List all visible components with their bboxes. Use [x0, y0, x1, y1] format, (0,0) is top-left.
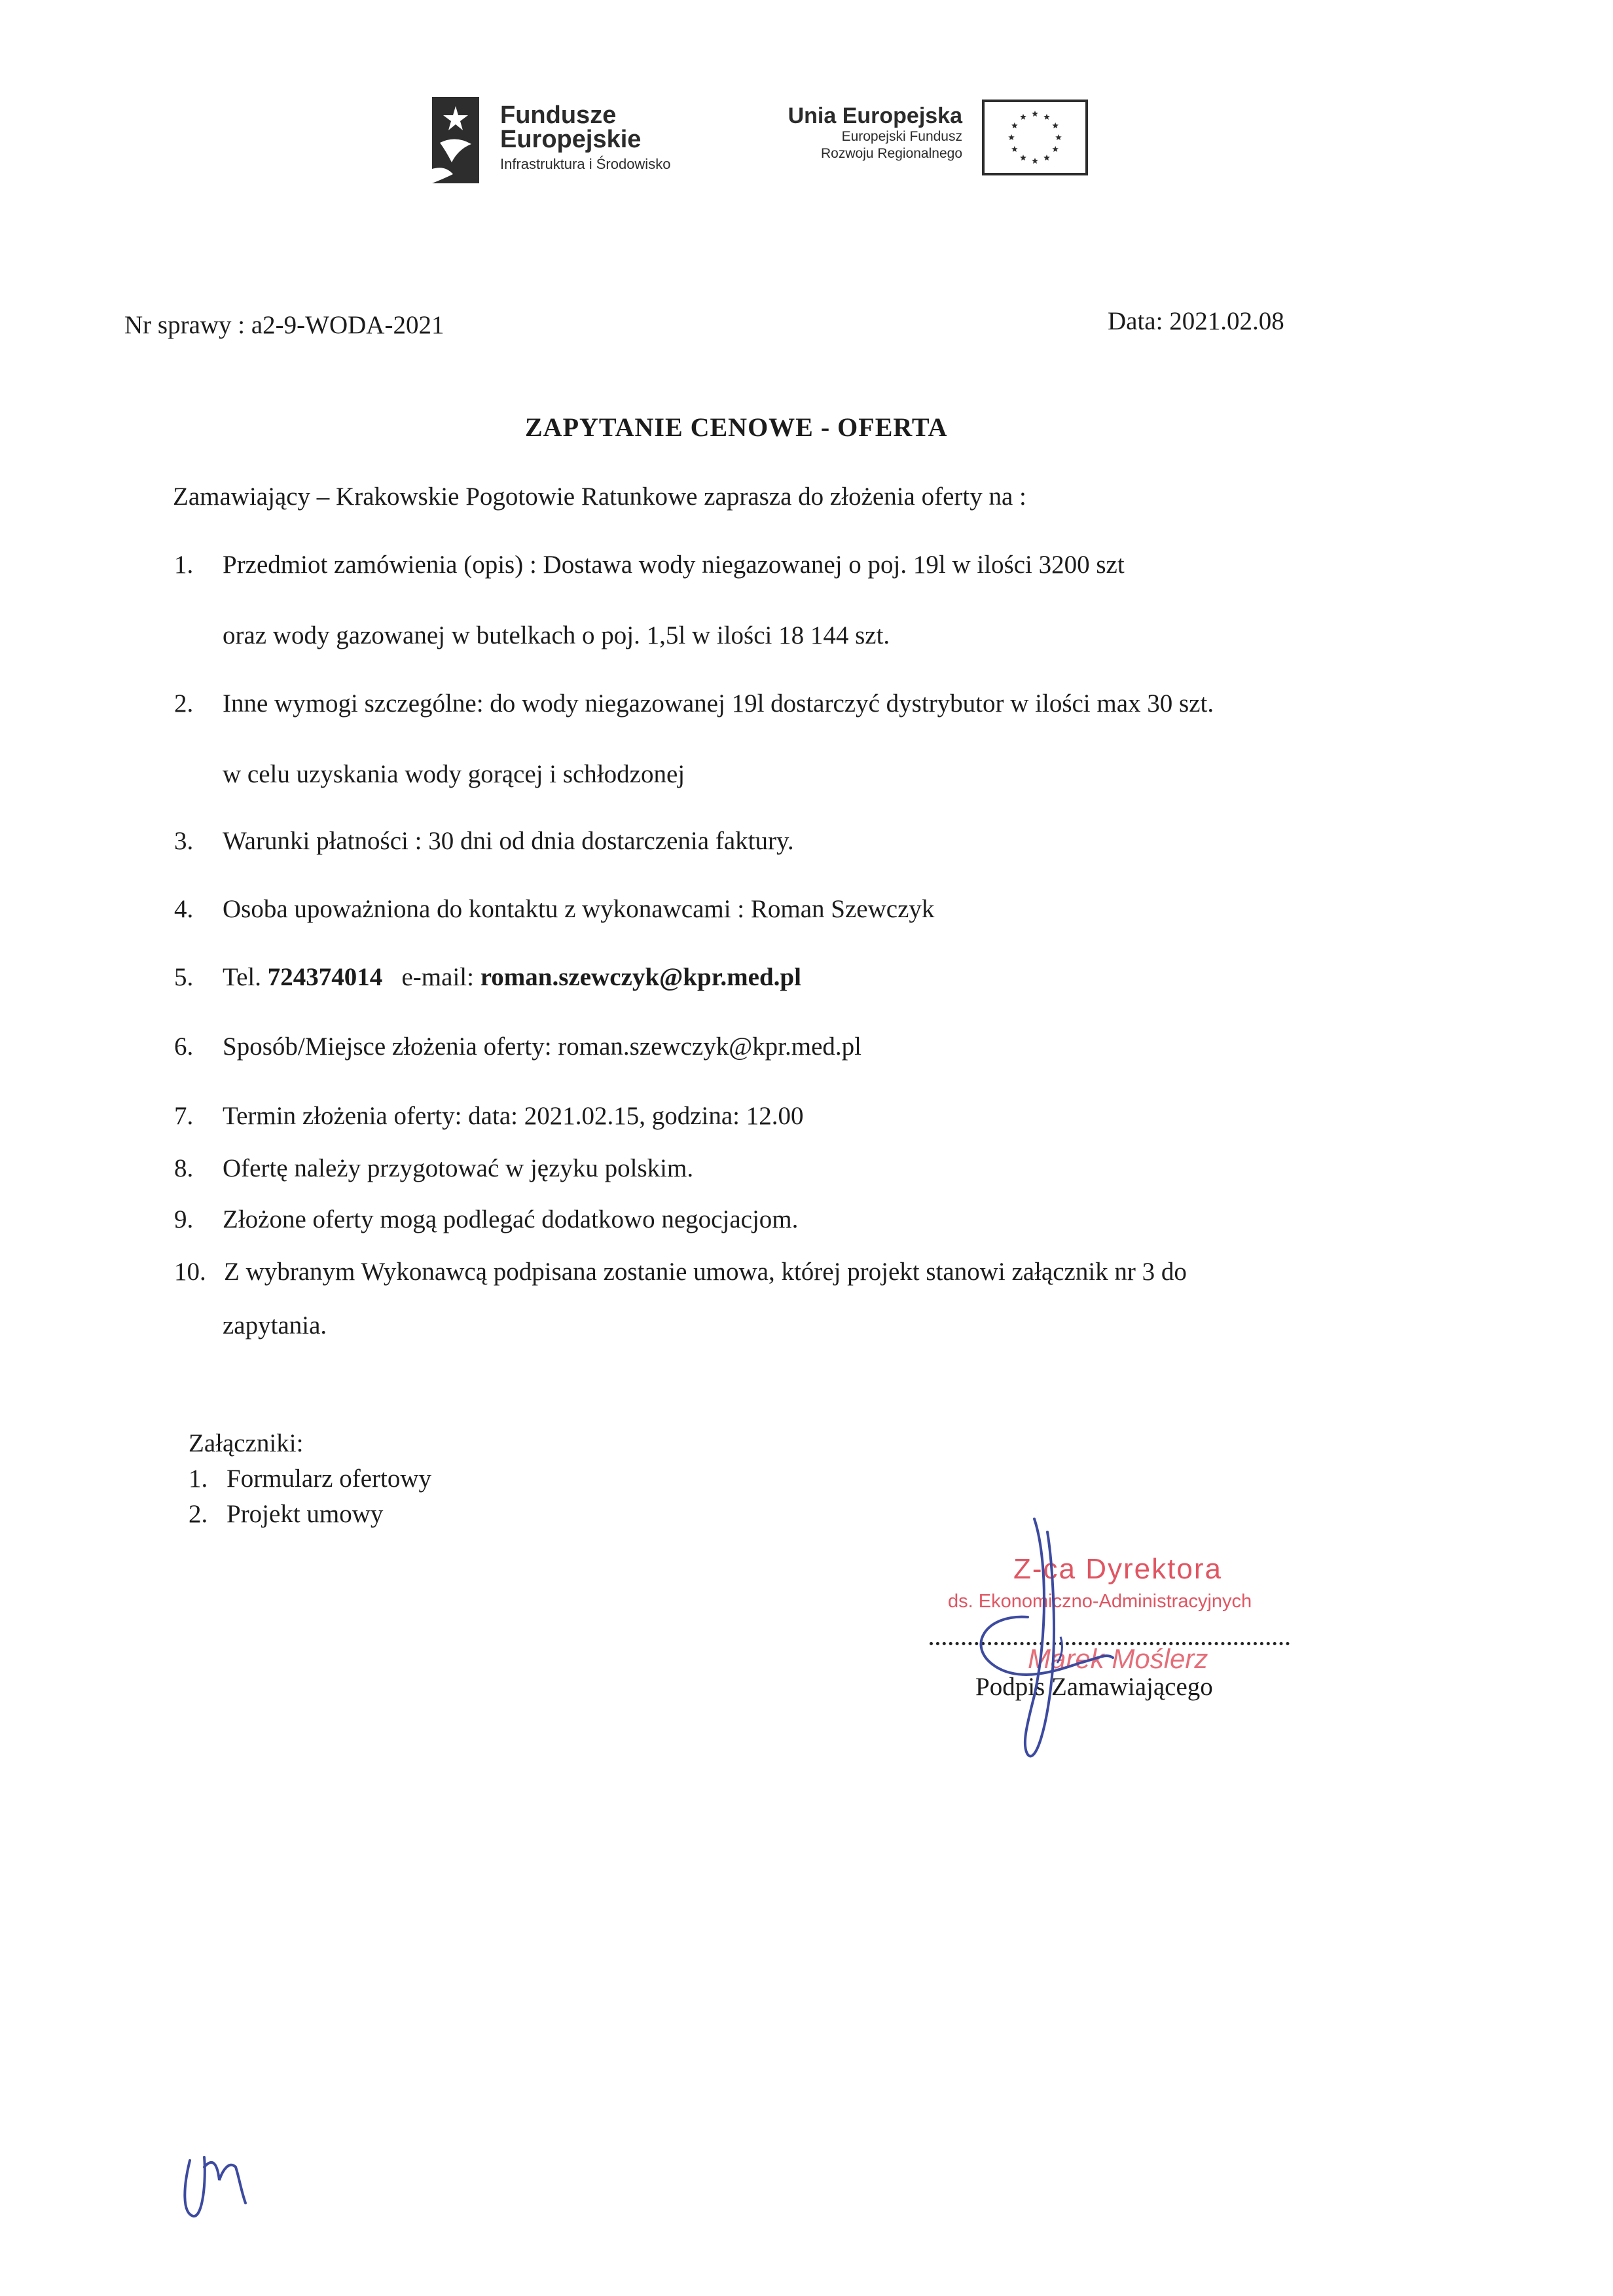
phone-label: Tel. [223, 963, 268, 991]
list-item-number: 6. [174, 1032, 194, 1061]
handwritten-initials [177, 2141, 268, 2232]
ue-logo-line3: Rozwoju Regionalnego [821, 146, 962, 161]
signature-label: Podpis Zamawiającego [975, 1673, 1213, 1701]
attachment-number: 2. [189, 1500, 208, 1528]
eu-flag-icon [982, 100, 1088, 175]
list-item-text: Ofertę należy przygotować w języku polskim. [223, 1154, 694, 1182]
ue-logo-line2: Europejski Fundusz [841, 129, 962, 144]
page-title: ZAPYTANIE CENOWE - OFERTA [525, 412, 948, 442]
list-item-text: Złożone oferty mogą podlegać dodatkowo negocjacjom. [223, 1205, 799, 1233]
fe-logo-line3: Infrastruktura i Środowisko [500, 156, 671, 172]
attachment-number: 1. [189, 1465, 208, 1493]
email-address: roman.szewczyk@kpr.med.pl [480, 963, 801, 991]
stamp-name: Marek Moślerz [1028, 1643, 1208, 1674]
fe-logo-text [500, 103, 670, 173]
ue-logo-text [720, 103, 962, 162]
list-item-number: 3. [174, 827, 194, 855]
fe-logo-line1: Fundusze [500, 101, 617, 129]
fe-star-logo-icon [432, 97, 479, 183]
handwritten-signature [949, 1506, 1146, 1768]
list-item-number: 2. [174, 689, 194, 718]
list-item-text: Przedmiot zamówienia (opis) : Dostawa wody niegazowanej o poj. 19l w ilości 3200 szt [223, 551, 1125, 579]
list-item-text: Termin złożenia oferty: data: 2021.02.15, godzina: 12.00 [223, 1102, 804, 1130]
list-item-text: Inne wymogi szczególne: do wody niegazowanej 19l dostarczyć dystrybutor w ilości max 30 szt. [223, 689, 1214, 718]
list-item-text: Z wybranym Wykonawcą podpisana zostanie umowa, której projekt stanowi załącznik nr 3 do [224, 1258, 1187, 1286]
list-item-number: 4. [174, 895, 194, 923]
phone-number: 724374014 [267, 963, 383, 991]
fe-logo-line2: Europejskie [500, 126, 642, 153]
list-item-number: 7. [174, 1102, 194, 1130]
list-item-text: Warunki płatności : 30 dni od dnia dostarczenia faktury. [223, 827, 794, 855]
list-item-number: 8. [174, 1154, 194, 1182]
case-number: Nr sprawy : a2-9-WODA-2021 [124, 311, 444, 339]
attachment-item: Formularz ofertowy [227, 1465, 431, 1493]
document-date: Data: 2021.02.08 [1108, 307, 1284, 335]
list-item-text: Osoba upoważniona do kontaktu z wykonawcami : Roman Szewczyk [223, 895, 935, 923]
list-item-continuation: w celu uzyskania wody gorącej i schłodzonej [223, 760, 685, 788]
list-item-number: 10. [174, 1258, 206, 1286]
list-item-text: Sposób/Miejsce złożenia oferty: roman.szewczyk@kpr.med.pl [223, 1032, 861, 1061]
list-item-number: 1. [174, 551, 194, 579]
attachment-item: Projekt umowy [227, 1500, 384, 1528]
stamp-department: ds. Ekonomiczno-Administracyjnych [948, 1591, 1252, 1612]
stamp-title: Z-ca Dyrektora [1013, 1553, 1222, 1585]
ue-logo-line1: Unia Europejska [788, 103, 962, 128]
email-label: e-mail: [382, 963, 480, 991]
attachments-heading: Załączniki: [189, 1429, 304, 1457]
intro-text: Zamawiający – Krakowskie Pogotowie Ratunkowe zaprasza do złożenia oferty na : [173, 483, 1026, 511]
list-item-number: 5. [174, 963, 194, 991]
list-item-continuation: oraz wody gazowanej w butelkach o poj. 1,5l w ilości 18 144 szt. [223, 621, 890, 649]
contact-line [223, 962, 801, 993]
list-item-continuation: zapytania. [223, 1311, 327, 1339]
list-item-number: 9. [174, 1205, 194, 1233]
